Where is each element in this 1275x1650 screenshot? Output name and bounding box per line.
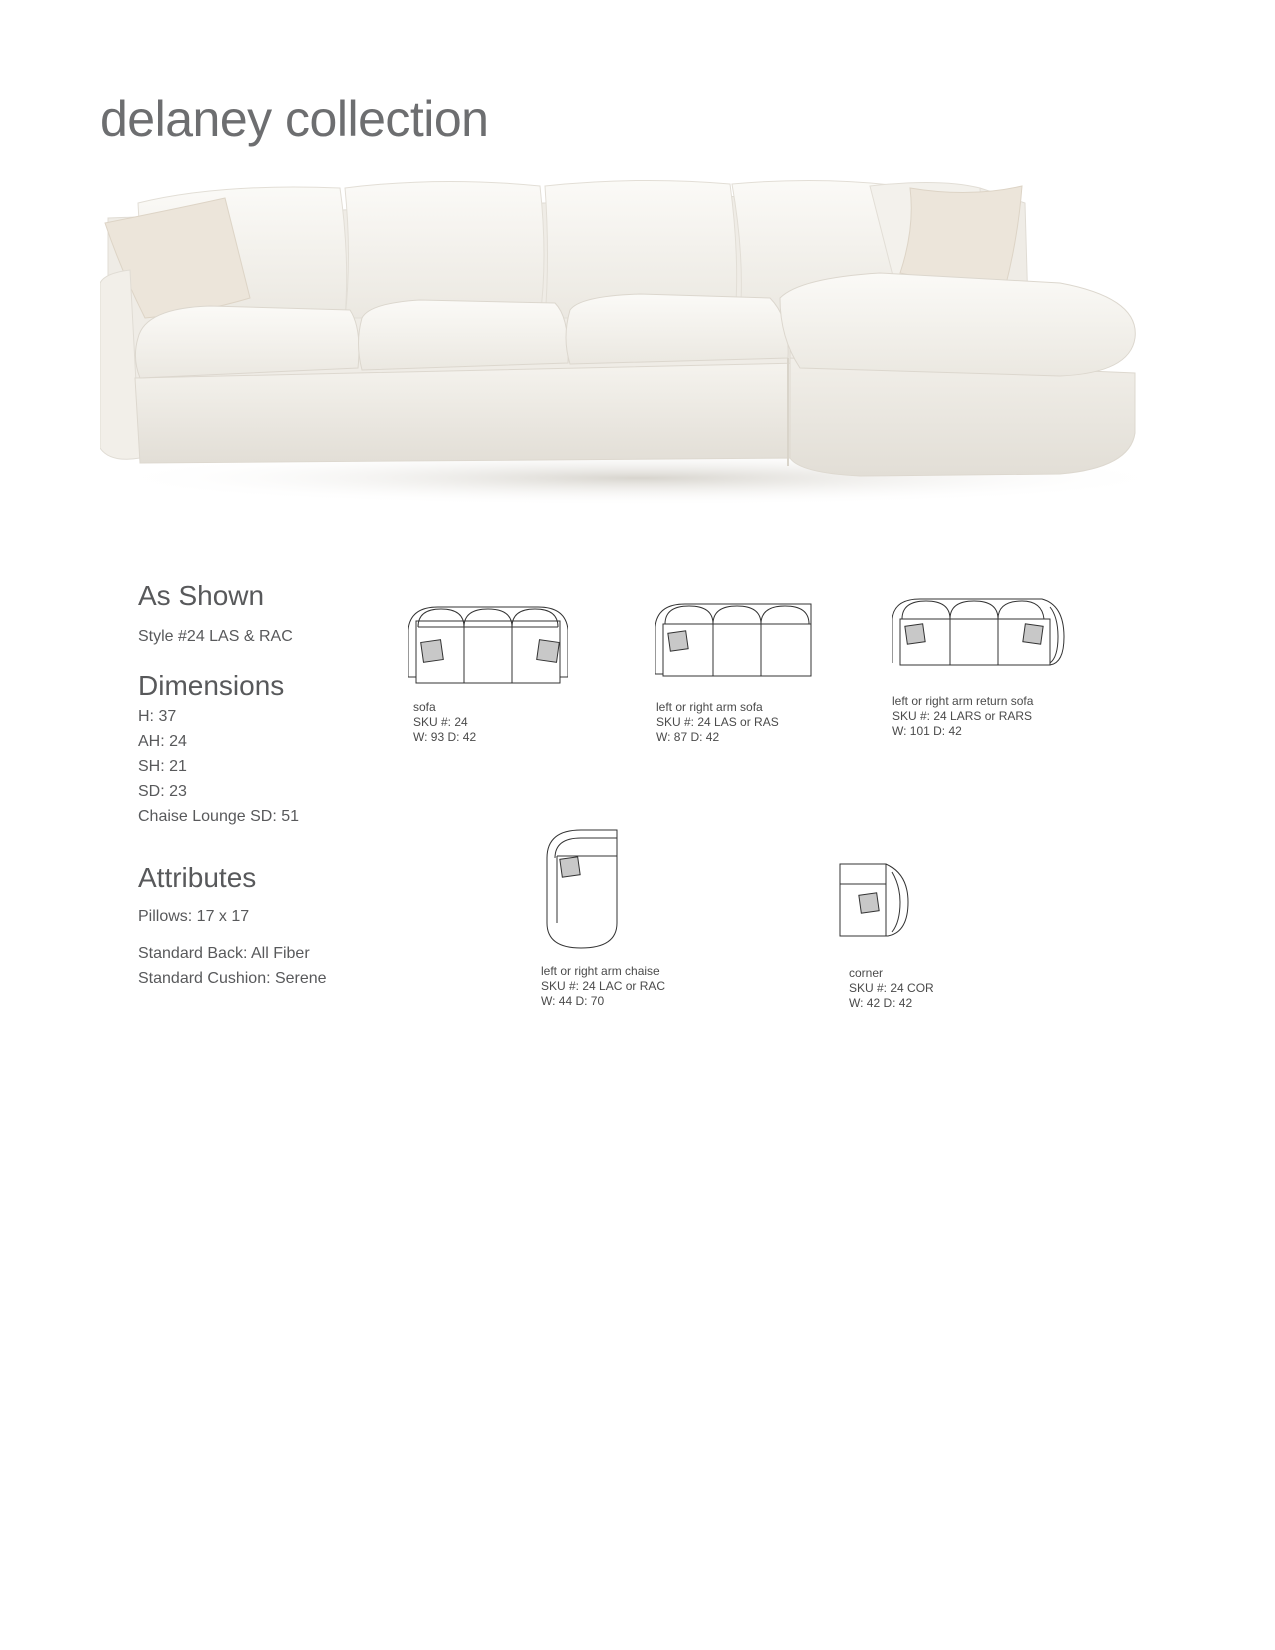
dimensions-heading: Dimensions: [138, 670, 285, 701]
corner-outline-icon: [838, 862, 910, 938]
config-size: W: 42 D: 42: [849, 996, 913, 1010]
config-size: W: 93 D: 42: [413, 730, 477, 744]
config-sku: SKU #: 24 COR: [849, 981, 934, 995]
config-sku: SKU #: 24 LAC or RAC: [541, 979, 666, 993]
sofa-caption: [413, 700, 476, 745]
as-shown-heading: As Shown: [138, 580, 265, 611]
arm-sofa-caption: [656, 700, 779, 745]
dimension-item: H: 37: [138, 708, 177, 725]
corner-caption: [849, 966, 934, 1011]
arm-return-sofa-outline-icon: [892, 597, 1067, 669]
config-size: W: 101 D: 42: [892, 724, 962, 738]
arm-sofa-outline-icon: [655, 602, 815, 682]
pillows-spec: Pillows: 17 x 17: [138, 908, 250, 925]
sofa-outline-icon: [408, 605, 568, 685]
dimension-item: AH: 24: [138, 733, 187, 750]
page-title: delaney collection: [100, 91, 489, 147]
sofa-diagram: [408, 605, 568, 685]
config-name: corner: [849, 966, 884, 980]
sectional-sofa-image: [100, 178, 1200, 518]
config-name: sofa: [413, 700, 436, 714]
arm-chaise-caption: [541, 964, 665, 1009]
config-size: W: 44 D: 70: [541, 994, 605, 1008]
config-name: left or right arm return sofa: [892, 694, 1034, 708]
standard-back-spec: Standard Back: All Fiber: [138, 945, 310, 962]
dimension-item: SD: 23: [138, 783, 187, 800]
config-sku: SKU #: 24: [413, 715, 468, 729]
attributes-heading: Attributes: [138, 862, 257, 893]
dimension-item: Chaise Lounge SD: 51: [138, 808, 299, 825]
config-sku: SKU #: 24 LAS or RAS: [656, 715, 779, 729]
config-name: left or right arm sofa: [656, 700, 763, 714]
config-sku: SKU #: 24 LARS or RARS: [892, 709, 1033, 723]
arm-chaise-outline-icon: [545, 828, 620, 950]
arm-return-sofa-caption: [892, 694, 1033, 739]
arm-sofa-diagram: [655, 602, 815, 682]
dimensions-list: [138, 704, 299, 829]
corner-diagram: [838, 862, 910, 938]
standard-cushion-spec: Standard Cushion: Serene: [138, 970, 327, 987]
as-shown-style: Style #24 LAS & RAC: [138, 628, 293, 645]
config-size: W: 87 D: 42: [656, 730, 720, 744]
arm-chaise-diagram: [545, 828, 620, 950]
arm-return-sofa-diagram: [892, 597, 1067, 669]
dimension-item: SH: 21: [138, 758, 187, 775]
config-name: left or right arm chaise: [541, 964, 660, 978]
